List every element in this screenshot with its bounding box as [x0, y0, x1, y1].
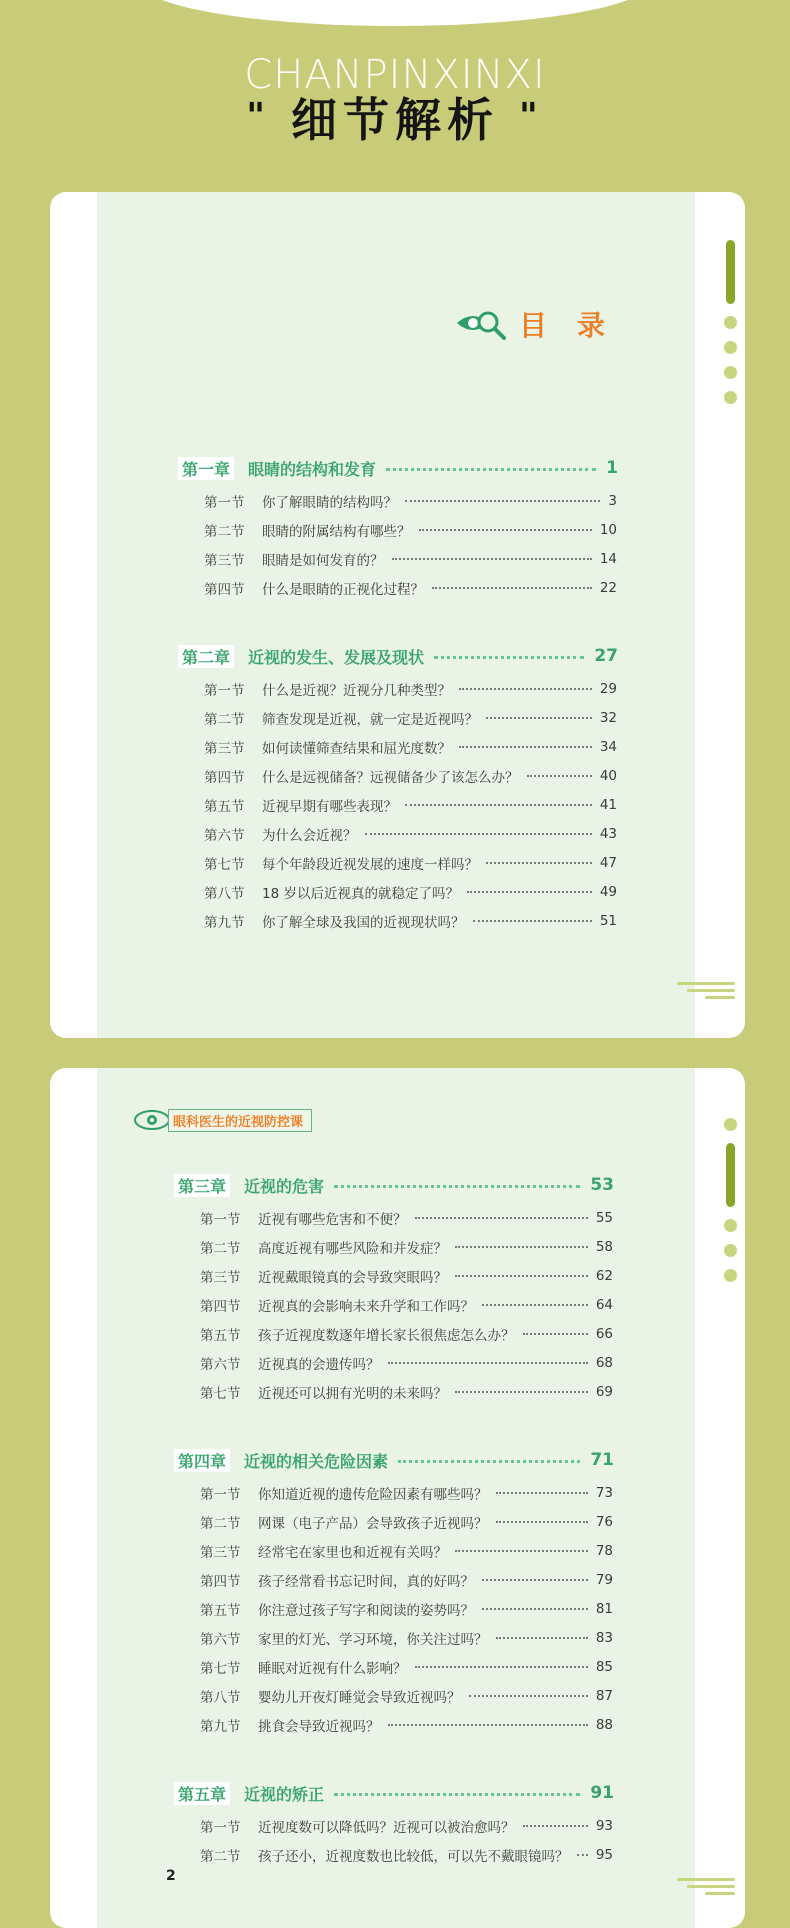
chapter-number: 第三章	[174, 1174, 230, 1197]
section-number: 第三节	[204, 741, 245, 757]
section-page: 68	[595, 1355, 613, 1371]
dot-leader	[334, 1185, 580, 1188]
scroll-dot	[724, 316, 737, 329]
section-title: 每个年龄段近视发展的速度一样吗？	[262, 857, 478, 873]
section-row	[200, 1815, 613, 1837]
chapter-number: 第四章	[174, 1449, 230, 1472]
section-page: 62	[595, 1268, 613, 1284]
section-row	[204, 910, 617, 932]
section-page: 10	[599, 522, 617, 538]
section-title: 你了解全球及我国的近视现状吗？	[262, 915, 465, 931]
chapter-title: 眼睛的结构和发育	[248, 459, 377, 479]
section-title: 你了解眼睛的结构吗？	[262, 495, 397, 511]
section-number: 第二节	[200, 1516, 241, 1532]
page-number: 2	[166, 1868, 176, 1884]
section-title: 近视有哪些危害和不便？	[258, 1212, 407, 1228]
scroll-dot	[724, 366, 737, 379]
section-number: 第三节	[200, 1545, 241, 1561]
section-page: 69	[595, 1384, 613, 1400]
chapter-row	[174, 1448, 614, 1472]
section-number: 第二节	[204, 524, 245, 540]
section-title: 婴幼儿开夜灯睡觉会导致近视吗？	[258, 1690, 461, 1706]
section-row	[200, 1482, 613, 1504]
toc-page-1	[50, 192, 745, 1038]
corner-stripes-decoration	[675, 982, 735, 1000]
section-row	[200, 1685, 613, 1707]
section-page: 32	[599, 710, 617, 726]
section-row	[204, 852, 617, 874]
section-page: 49	[599, 884, 617, 900]
dot-leader	[419, 529, 592, 531]
chapter-row	[174, 1781, 614, 1805]
dot-leader	[473, 920, 592, 922]
chapter-page: 27	[594, 646, 618, 666]
section-row	[200, 1352, 613, 1374]
section-row	[200, 1511, 613, 1533]
section-number: 第四节	[204, 770, 245, 786]
section-number: 第二节	[200, 1241, 241, 1257]
section-row	[204, 794, 617, 816]
chapter-row	[178, 456, 618, 480]
dot-leader	[405, 804, 592, 806]
section-title: 网课（电子产品）会导致孩子近视吗？	[258, 1516, 488, 1532]
section-page: 79	[595, 1572, 613, 1588]
section-row	[204, 765, 617, 787]
dot-leader	[455, 1275, 588, 1277]
section-number: 第三节	[200, 1270, 241, 1286]
scroll-thumb	[726, 240, 735, 304]
section-number: 第七节	[200, 1661, 241, 1677]
section-title: 眼睛的附属结构有哪些？	[262, 524, 411, 540]
section-page: 87	[595, 1688, 613, 1704]
chapter-number: 第二章	[178, 645, 234, 668]
section-title: 孩子还小，近视度数也比较低，可以先不戴眼镜吗？	[258, 1849, 569, 1865]
scroll-indicator	[723, 1118, 737, 1294]
section-number: 第七节	[204, 857, 245, 873]
section-row	[204, 736, 617, 758]
section-number: 第一节	[204, 495, 245, 511]
dot-leader	[388, 1362, 588, 1364]
header-title	[0, 84, 790, 150]
section-number: 第六节	[200, 1632, 241, 1648]
dot-leader	[388, 1724, 588, 1726]
section-number: 第一节	[200, 1212, 241, 1228]
section-number: 第二节	[200, 1849, 241, 1865]
dot-leader	[577, 1854, 588, 1856]
section-title: 什么是远视储备？远视储备少了该怎么办？	[262, 770, 519, 786]
dot-leader	[398, 1460, 580, 1463]
dot-leader	[482, 1608, 588, 1610]
section-row	[204, 519, 617, 541]
section-page: 14	[599, 551, 617, 567]
section-row	[200, 1294, 613, 1316]
top-arc-decoration	[140, 0, 650, 26]
section-page: 66	[595, 1326, 613, 1342]
section-page: 73	[595, 1485, 613, 1501]
dot-leader	[455, 1550, 588, 1552]
scroll-dot	[724, 1118, 737, 1131]
section-row	[204, 490, 617, 512]
chapter-title: 近视的发生、发展及现状	[248, 647, 425, 667]
dot-leader	[392, 558, 592, 560]
dot-leader	[467, 891, 592, 893]
scroll-dot	[724, 1244, 737, 1257]
dot-leader	[365, 833, 592, 835]
section-page: 83	[595, 1630, 613, 1646]
dot-leader	[496, 1521, 588, 1523]
section-title: 近视真的会遗传吗？	[258, 1357, 380, 1373]
section-row	[204, 678, 617, 700]
section-page: 78	[595, 1543, 613, 1559]
section-title: 什么是眼睛的正视化过程？	[262, 582, 424, 598]
chapter-title: 近视的矫正	[244, 1784, 325, 1804]
chapter-row	[178, 644, 618, 668]
section-number: 第一节	[204, 683, 245, 699]
section-page: 58	[595, 1239, 613, 1255]
chapter-number: 第一章	[178, 457, 234, 480]
section-row	[200, 1844, 613, 1866]
dot-leader	[434, 656, 584, 659]
eye-magnifier-icon	[455, 307, 507, 341]
chapter-row	[174, 1173, 614, 1197]
dot-leader	[496, 1637, 588, 1639]
toc-title-text: 目录	[519, 309, 636, 342]
section-row	[200, 1627, 613, 1649]
section-title: 什么是近视？近视分几种类型？	[262, 683, 451, 699]
eye-logo-icon	[132, 1108, 172, 1132]
section-row	[204, 707, 617, 729]
dot-leader	[432, 587, 592, 589]
header-english-title: CHANPINXINXI	[244, 52, 546, 98]
chapter-page: 71	[590, 1450, 614, 1470]
section-page: 81	[595, 1601, 613, 1617]
section-number: 第四节	[200, 1574, 241, 1590]
section-page: 41	[599, 797, 617, 813]
dot-leader	[527, 775, 592, 777]
section-number: 第一节	[200, 1487, 241, 1503]
section-row	[200, 1323, 613, 1345]
section-page: 76	[595, 1514, 613, 1530]
section-row	[200, 1714, 613, 1736]
scroll-dot	[724, 1269, 737, 1282]
section-number: 第八节	[200, 1690, 241, 1706]
section-number: 第五节	[200, 1603, 241, 1619]
scroll-dot	[724, 341, 737, 354]
section-title: 睡眠对近视有什么影响？	[258, 1661, 407, 1677]
dot-leader	[459, 688, 592, 690]
section-row	[200, 1656, 613, 1678]
dot-leader	[334, 1793, 580, 1796]
dot-leader	[486, 717, 592, 719]
toc-heading	[455, 304, 635, 344]
section-title: 高度近视有哪些风险和并发症？	[258, 1241, 447, 1257]
corner-stripes-decoration	[675, 1878, 735, 1896]
section-row	[204, 823, 617, 845]
section-page: 85	[595, 1659, 613, 1675]
section-title: 孩子近视度数逐年增长家长很焦虑怎么办？	[258, 1328, 515, 1344]
scroll-thumb	[726, 1143, 735, 1207]
scroll-indicator	[723, 240, 737, 416]
section-row	[200, 1207, 613, 1229]
section-number: 第九节	[200, 1719, 241, 1735]
section-page: 93	[595, 1818, 613, 1834]
logo-text: 眼科医生的近视防控课	[168, 1109, 312, 1132]
section-number: 第三节	[204, 553, 245, 569]
dot-leader	[486, 862, 592, 864]
section-number: 第七节	[200, 1386, 241, 1402]
section-page: 64	[595, 1297, 613, 1313]
dot-leader	[523, 1333, 588, 1335]
section-title: 孩子经常看书忘记时间，真的好吗？	[258, 1574, 474, 1590]
section-page: 34	[599, 739, 617, 755]
section-page: 3	[608, 493, 617, 509]
section-page: 51	[599, 913, 617, 929]
dot-leader	[482, 1304, 588, 1306]
chapter-title: 近视的相关危险因素	[244, 1451, 389, 1471]
toc-page-2	[50, 1068, 745, 1928]
section-number: 第四节	[204, 582, 245, 598]
section-title: 近视还可以拥有光明的未来吗？	[258, 1386, 447, 1402]
section-page: 95	[595, 1847, 613, 1863]
dot-leader	[415, 1217, 588, 1219]
section-title: 你注意过孩子写字和阅读的姿势吗？	[258, 1603, 474, 1619]
section-title: 如何读懂筛查结果和屈光度数？	[262, 741, 451, 757]
section-number: 第五节	[200, 1328, 241, 1344]
section-title: 近视真的会影响未来升学和工作吗？	[258, 1299, 474, 1315]
dot-leader	[455, 1391, 588, 1393]
section-title: 挑食会导致近视吗？	[258, 1719, 380, 1735]
section-title: 筛查发现是近视，就一定是近视吗？	[262, 712, 478, 728]
dot-leader	[415, 1666, 588, 1668]
section-title: 近视度数可以降低吗？近视可以被治愈吗？	[258, 1820, 515, 1836]
chapter-page: 1	[606, 458, 618, 478]
section-number: 第九节	[204, 915, 245, 931]
section-row	[200, 1265, 613, 1287]
section-row	[200, 1598, 613, 1620]
section-number: 第四节	[200, 1299, 241, 1315]
section-number: 第二节	[204, 712, 245, 728]
section-row	[204, 577, 617, 599]
section-title: 近视早期有哪些表现？	[262, 799, 397, 815]
section-title: 眼睛是如何发育的？	[262, 553, 384, 569]
chapter-title: 近视的危害	[244, 1176, 325, 1196]
chapter-page: 53	[590, 1175, 614, 1195]
chapter-page: 91	[590, 1783, 614, 1803]
section-row	[200, 1540, 613, 1562]
section-page: 40	[599, 768, 617, 784]
dot-leader	[482, 1579, 588, 1581]
dot-leader	[459, 746, 592, 748]
dot-leader	[455, 1246, 588, 1248]
section-number: 第八节	[204, 886, 245, 902]
section-number: 第六节	[200, 1357, 241, 1373]
section-row	[200, 1236, 613, 1258]
chapter-number: 第五章	[174, 1782, 230, 1805]
section-page: 29	[599, 681, 617, 697]
section-title: 经常宅在家里也和近视有关吗？	[258, 1545, 447, 1561]
dot-leader	[405, 500, 600, 502]
section-row	[200, 1381, 613, 1403]
dot-leader	[469, 1695, 588, 1697]
section-page: 55	[595, 1210, 613, 1226]
dot-leader	[386, 468, 596, 471]
book-logo	[132, 1108, 312, 1132]
dot-leader	[523, 1825, 588, 1827]
scroll-dot	[724, 391, 737, 404]
quote-close: "	[519, 96, 544, 137]
section-row	[204, 881, 617, 903]
quote-open: "	[246, 96, 271, 137]
section-number: 第五节	[204, 799, 245, 815]
section-title: 家里的灯光、学习环境，你关注过吗？	[258, 1632, 488, 1648]
section-page: 22	[599, 580, 617, 596]
section-page: 43	[599, 826, 617, 842]
section-page: 47	[599, 855, 617, 871]
section-title: 为什么会近视？	[262, 828, 357, 844]
section-page: 88	[595, 1717, 613, 1733]
section-title: 18 岁以后近视真的就稳定了吗？	[262, 886, 459, 902]
section-title: 近视戴眼镜真的会导致突眼吗？	[258, 1270, 447, 1286]
dot-leader	[496, 1492, 588, 1494]
section-row	[204, 548, 617, 570]
scroll-dot	[724, 1219, 737, 1232]
section-row	[200, 1569, 613, 1591]
section-number: 第六节	[204, 828, 245, 844]
header-chinese-title: 细节解析	[291, 93, 499, 147]
section-number: 第一节	[200, 1820, 241, 1836]
section-title: 你知道近视的遗传危险因素有哪些吗？	[258, 1487, 488, 1503]
